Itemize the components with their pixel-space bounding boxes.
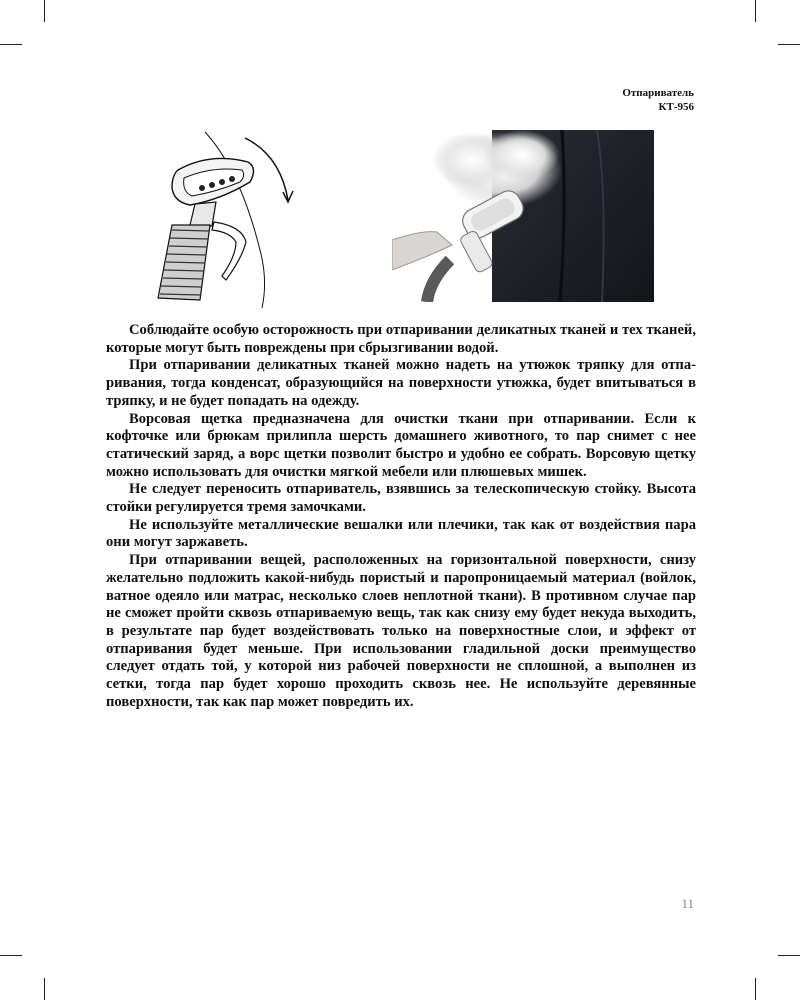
crop-mark	[44, 0, 45, 22]
header-product: Отпариватель	[622, 87, 694, 99]
crop-mark	[44, 978, 45, 1000]
paragraph: При отпаривании деликатных тканей можно надеть на утюжок тряпку для отпаривания, тогда конденсат, образующийся на поверхности утюжка, будет впитываться в тряпку, и не будет попадать на одежду.	[106, 357, 696, 409]
steamer-head-with-handle-illustration	[150, 130, 315, 310]
paragraph: Не используйте металлические вешалки или плечики, так как от воздействия пара они могут заржаветь.	[106, 516, 696, 551]
steaming-jacket-photo	[392, 130, 654, 302]
crop-mark	[0, 44, 22, 45]
header-model: КТ-956	[658, 101, 694, 113]
paragraph: Не следует переносить отпариватель, взявшись за телескопическую стойку. Высота стойки регулируется тремя замочками.	[106, 481, 696, 516]
crop-mark	[778, 44, 800, 45]
paragraph: Соблюдайте особую осторожность при отпаривании деликатных тканей и тех тканей, которые могут быть повреждены при сбрызгивании водой.	[106, 322, 696, 356]
crop-mark	[755, 0, 756, 22]
page-number: 11	[681, 896, 694, 911]
crop-mark	[0, 955, 22, 956]
running-header	[622, 86, 694, 114]
instructions-text	[106, 322, 696, 711]
crop-mark	[755, 978, 756, 1000]
paragraph: Ворсовая щетка предназначена для очистки ткани при отпаривании. Если к кофточке или брюкам прилипла шерсть домашнего животного, то пар снимет с нее статический заряд, а ворс щетки позволит быстро и удобно ее собрать. Ворсовую щетку можно использовать для очистки мягкой мебели или плюшевых мишек.	[106, 410, 696, 480]
crop-mark	[778, 955, 800, 956]
paragraph: При отпаривании вещей, расположенных на горизонтальной поверхности, снизу желательно подложить какой-нибудь пористый и паропроницаемый материал (войлок, ватное одеяло или матрас, несколько слоев неплотной ткани). В противном случае пар не сможет пройти сквозь отпариваемую вещь, так как снизу ему будет некуда выходить, в результате пар будет воздействовать только на поверхностные слои, и эффект от отпаривания будет меньше. При использовании гладильной доски преимущество следует отдать той, у которой низ рабочей поверхности не сплошной, а выполнен из сетки, тогда пар будет хорошо проходить сквозь нее. Не используйте деревянные поверхности, так как пар может повредить их.	[106, 552, 696, 710]
